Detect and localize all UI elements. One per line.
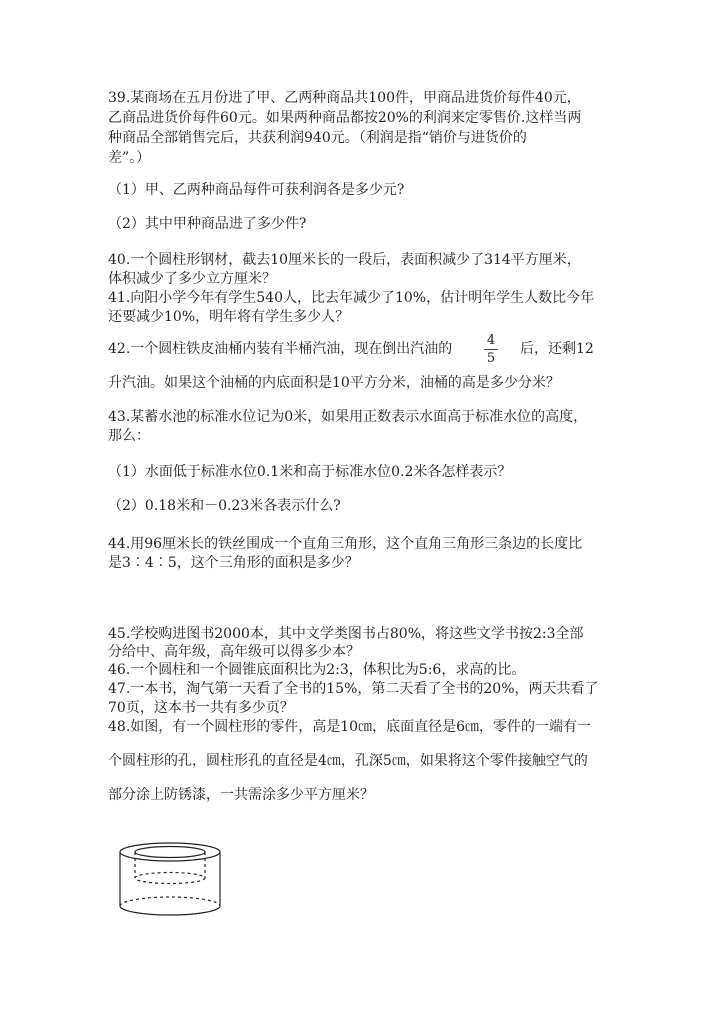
q43-sub-1: （1）水面低于标准水位0.1米和高于标准水位0.2米各怎样表示？	[108, 464, 512, 480]
q39-line-1: 39.某商场在五月份进了甲、乙两种商品共100件，甲商品进货价每件40元，	[108, 90, 581, 106]
q47-line-1: 47.一本书，淘气第一天看了全书的15%，第二天看了全书的20%，两天共看了	[108, 681, 599, 697]
q39-line-3: 种商品全部销售完后，共获利润940元。（利润是指“销价与进货价的	[108, 130, 527, 146]
fraction-numerator: 4	[486, 333, 496, 348]
q48-line-3: 部分涂上防锈漆，一共需涂多少平方厘米？	[108, 787, 374, 803]
q42-fraction	[484, 333, 498, 366]
q42-line-2: 升汽油。如果这个油桶的内底面积是10平方分米，油桶的高是多少分米？	[108, 375, 560, 391]
q45-line-1: 45.学校购进图书2000本，其中文学类图书占80%，将这些文学书按2:3全部	[108, 626, 584, 642]
q39-sub-1: （1）甲、乙两种商品每件可获利润各是多少元?	[108, 182, 405, 198]
q40-line-2: 体积减少了多少立方厘米？	[108, 271, 276, 287]
q48-line-1: 48.如图，有一个圆柱形的零件，高是10㎝，底面直径是6㎝，零件的一端有一	[108, 719, 591, 735]
q39-line-4: 差”。）	[108, 150, 151, 166]
q39-line-2: 乙商品进货价每件60元。如果两种商品都按20%的利润来定零售价.这样当两	[108, 110, 582, 126]
q44-line-1: 44.用96厘米长的铁丝围成一个直角三角形，这个直角三角形三条边的长度比	[108, 536, 583, 552]
outer-bottom-arc	[120, 906, 220, 915]
hole-top-ellipse	[135, 847, 205, 858]
q43-line-1: 43.某蓄水池的标准水位记为0米，如果用正数表示水面高于标准水位的高度，	[108, 409, 588, 425]
cylinder-figure	[112, 836, 232, 926]
q43-line-2: 那么：	[108, 428, 150, 444]
outer-bottom-hidden-arc	[120, 897, 220, 906]
q42-part-a: 42.一个圆柱铁皮油桶内装有半桶汽油，现在倒出汽油的	[108, 341, 453, 357]
q39-sub-2: （2）其中甲种商品进了多少件?	[108, 216, 307, 232]
fraction-bar	[484, 349, 498, 350]
q47-line-2: 70页，这本书一共有多少页？	[108, 700, 294, 716]
q43-sub-2: （2）0.18米和－0.23米各表示什么?	[108, 498, 341, 514]
q44-line-2: 是3∶4∶5，这个三角形的面积是多少？	[108, 555, 359, 571]
fraction-denominator: 5	[486, 351, 496, 366]
q45-line-2: 分给中、高年级，高年级可以得多少本？	[108, 644, 360, 660]
q42-part-b: 后，还剩12	[520, 341, 594, 357]
q46-line-1: 46.一个圆柱和一个圆锥底面积比为2:3，体积比为5:6，求高的比。	[108, 662, 526, 678]
q40-line-1: 40.一个圆柱形钢材，截去10厘米长的一段后，表面积减少了314平方厘米，	[108, 252, 581, 268]
hole-bottom-ellipse	[135, 873, 205, 884]
q48-line-2: 个圆柱形的孔，圆柱形孔的直径是4㎝，孔深5㎝，如果将这个零件接触空气的	[108, 753, 588, 769]
q41-line-1: 41.向阳小学今年有学生540人，比去年减少了10%，估计明年学生人数比今年	[108, 290, 595, 306]
q41-line-2: 还要减少10%，明年将有学生多少人？	[108, 309, 350, 325]
